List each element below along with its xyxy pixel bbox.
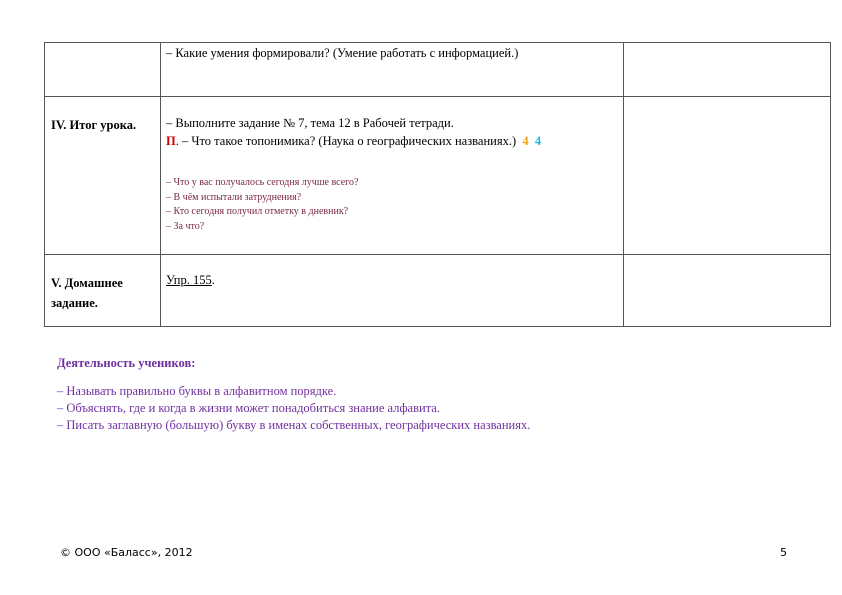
- stage-label-line: задание.: [51, 296, 98, 310]
- homework-tail: .: [211, 273, 215, 287]
- homework-link[interactable]: Упр. 155: [166, 273, 212, 287]
- content-cell: [161, 43, 624, 97]
- mark-orange: 4: [522, 134, 529, 148]
- list-item: – Называть правильно буквы в алфавитном порядке.: [57, 384, 337, 398]
- table-row: [45, 255, 831, 327]
- page-number: 5: [780, 546, 787, 559]
- p-marker: П: [166, 134, 176, 148]
- reflection-questions: [161, 176, 623, 234]
- mark-cyan: 4: [534, 134, 542, 148]
- content-cell: [161, 255, 624, 327]
- lesson-table: [44, 42, 831, 327]
- notes-cell: [624, 43, 831, 97]
- stage-cell: [45, 43, 161, 97]
- stage-label-homework: [45, 273, 160, 313]
- task-instruction: – Выполните задание № 7, тема 12 в Рабочей тетради.: [166, 116, 454, 130]
- activity-list: [57, 383, 530, 434]
- table-row: [45, 43, 831, 97]
- stage-cell: [45, 255, 161, 327]
- toponymy-question: [161, 131, 623, 151]
- table-row: [45, 97, 831, 255]
- reflection-question: – За что?: [166, 220, 205, 232]
- list-item: – Объяснять, где и когда в жизни может понадобиться знание алфавита.: [57, 401, 440, 415]
- notes-cell: [624, 97, 831, 255]
- reflection-question: – Кто сегодня получил отметку в дневник?: [166, 206, 349, 217]
- notes-cell: [624, 255, 831, 327]
- skills-question: – Какие умения формировали? (Умение работать с информацией.): [166, 46, 519, 60]
- student-activity: [57, 355, 530, 434]
- stage-label-line: V. Домашнее: [51, 276, 123, 290]
- content-cell: [161, 97, 624, 255]
- activity-title: Деятельность учеников:: [57, 356, 196, 370]
- reflection-question: – Что у вас получалось сегодня лучше всего?: [166, 177, 359, 188]
- reflection-question: – В чём испытали затруднения?: [166, 191, 302, 203]
- copyright: © ООО «Баласс», 2012: [60, 546, 193, 559]
- homework: [161, 272, 623, 288]
- stage-label-summary: IV. Итог урока.: [51, 118, 137, 132]
- list-item: – Писать заглавную (большую) букву в именах собственных, географических названиях.: [57, 418, 531, 432]
- toponymy-text: . – Что такое топонимика? (Наука о географических названиях.): [175, 134, 517, 148]
- stage-cell: [45, 97, 161, 255]
